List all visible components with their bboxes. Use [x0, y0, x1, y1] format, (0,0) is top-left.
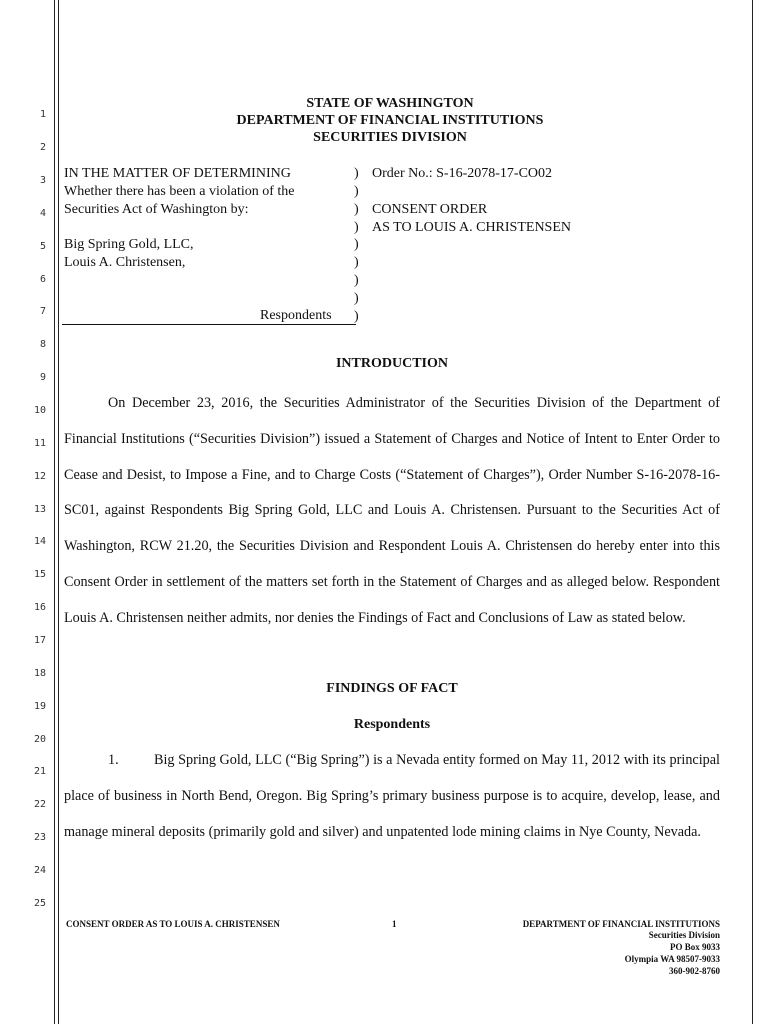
caption-paren: ) — [354, 291, 359, 306]
order-number: Order No.: S-16-2078-17-CO02 — [372, 166, 553, 181]
line-number: 3 — [39, 175, 46, 186]
margin-rule-right — [752, 0, 753, 1024]
caption-paren: ) — [354, 184, 359, 199]
line-number: 19 — [33, 701, 46, 712]
line-number: 2 — [39, 142, 46, 153]
footer-agency: DEPARTMENT OF FINANCIAL INSTITUTIONS — [522, 919, 720, 929]
line-number: 8 — [39, 339, 46, 350]
caption-line: Securities Act of Washington by: — [64, 202, 249, 217]
margin-rule-left-inner — [58, 0, 59, 1024]
line-number: 12 — [33, 471, 46, 482]
margin-rule-left-outer — [54, 0, 55, 1024]
order-title: CONSENT ORDER — [372, 202, 488, 217]
introduction-paragraph — [64, 386, 720, 637]
line-number: 15 — [33, 569, 46, 580]
introduction-text: On December 23, 2016, the Securities Administrator of the Securities Division of the Department of Financial Institutions (“Securities Division”) issued a Statement of Charges and Notice of Intent to Enter Order to Cease and Desist, to Impose a Fine, and to Charge Costs (“Statement of Charges”), Order Number S-16-2078-16-SC01, against Respondents Big Spring Gold, LLC and Louis A. Christensen. Pursuant to the Securities Act of Washington, RCW 21.20, the Securities Division and Respondent Louis A. Christensen do hereby enter into this Consent Order in settlement of the matters set forth in the Statement of Charges and as alleged below. Respondent Louis A. Christensen neither admits, nor denies the Findings of Fact and Conclusions of Law as stated below. — [64, 395, 720, 626]
footer-division: Securities Division — [648, 930, 720, 940]
finding-text: Big Spring Gold, LLC (“Big Spring”) is a Nevada entity formed on May 11, 2012 with its principal place of business in North Bend, Oregon. Big Spring’s primary business purpose is to acquire, develop, lease, and manage mineral deposits (primarily gold and silver) and unpatented lode mining claims in Nye County, Nevada. — [64, 752, 720, 840]
footer-phone: 360-902-8760 — [669, 966, 720, 976]
line-number: 4 — [39, 208, 46, 219]
findings-heading: FINDINGS OF FACT — [326, 681, 458, 696]
line-number: 23 — [33, 832, 46, 843]
footer-title: CONSENT ORDER AS TO LOUIS A. CHRISTENSEN — [66, 919, 280, 929]
line-number: 10 — [33, 405, 46, 416]
footer-city: Olympia WA 98507-9033 — [624, 954, 720, 964]
caption-paren: ) — [354, 273, 359, 288]
line-number: 21 — [33, 766, 46, 777]
line-number: 16 — [33, 602, 46, 613]
header-division: SECURITIES DIVISION — [313, 130, 467, 145]
line-number: 6 — [39, 274, 46, 285]
caption-underline — [62, 324, 356, 325]
header-state: STATE OF WASHINGTON — [306, 96, 474, 111]
line-number: 22 — [33, 799, 46, 810]
line-number: 5 — [39, 241, 46, 252]
finding-number: 1. — [108, 752, 119, 768]
line-number: 13 — [33, 504, 46, 515]
line-number: 1 — [39, 109, 46, 120]
line-number: 14 — [33, 536, 46, 547]
line-number: 17 — [33, 635, 46, 646]
line-number: 9 — [39, 372, 46, 383]
introduction-heading: INTRODUCTION — [335, 356, 448, 371]
caption-paren: ) — [354, 255, 359, 270]
caption-paren: ) — [354, 309, 359, 324]
caption-line: IN THE MATTER OF DETERMINING — [64, 166, 291, 181]
caption-paren: ) — [354, 166, 359, 181]
line-number: 11 — [33, 438, 46, 449]
caption-line: Big Spring Gold, LLC, — [64, 237, 194, 252]
line-number: 25 — [33, 898, 46, 909]
caption-line: Whether there has been a violation of the — [64, 184, 295, 199]
caption-paren: ) — [354, 202, 359, 217]
line-number: 18 — [33, 668, 46, 679]
header-department: DEPARTMENT OF FINANCIAL INSTITUTIONS — [236, 113, 544, 128]
footer-page-number: 1 — [392, 919, 397, 929]
caption-paren: ) — [354, 220, 359, 235]
caption-line: Louis A. Christensen, — [64, 255, 186, 270]
finding-paragraph-1 — [64, 743, 720, 850]
respondents-subheading: Respondents — [353, 717, 431, 732]
order-subtitle: AS TO LOUIS A. CHRISTENSEN — [372, 220, 572, 235]
caption-respondents: Respondents — [260, 308, 332, 323]
line-number: 20 — [33, 734, 46, 745]
line-number: 24 — [33, 865, 46, 876]
line-number: 7 — [39, 306, 46, 317]
caption-paren: ) — [354, 237, 359, 252]
footer-po-box: PO Box 9033 — [669, 942, 720, 952]
